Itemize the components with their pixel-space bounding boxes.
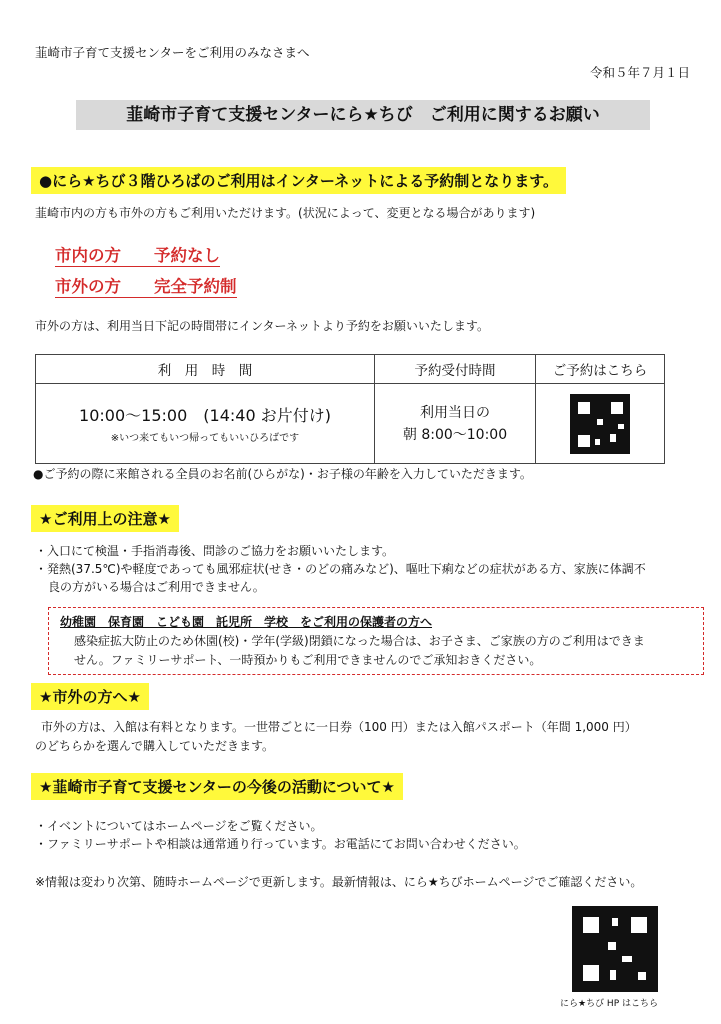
school-notice-title: 幼稚園 保育園 こども園 託児所 学校 をご利用の保護者の方へ xyxy=(60,615,433,629)
rule-outside-wrap xyxy=(55,273,237,297)
date: 令和５年７月１日 xyxy=(589,65,690,80)
homepage-qr-icon[interactable] xyxy=(572,906,658,992)
homepage-qr-caption: にら★ちび HP はこちら xyxy=(560,999,658,1009)
section1-heading: ●にら★ちび３階ひろばのご利用はインターネットによる予約制となります。 xyxy=(31,167,566,194)
caution-item-2-line1: ・発熱(37.5℃)や軽度であっても風邪症状(せき・のどの痛みなど)、嘔吐下痢などの症状がある方、家族に体調不 xyxy=(35,562,646,576)
activity-item-2: ・ファミリーサポートや相談は通常通り行っています。お電話にてお問い合わせください。 xyxy=(35,837,526,851)
hours-value: 10:00～15:00 (14:40 お片付け) xyxy=(79,406,331,425)
section1-intro: 韮崎市内の方も市外の方もご利用いただけます。(状況によって、変更となる場合があります) xyxy=(35,206,536,220)
section2-heading: ★ご利用上の注意★ xyxy=(31,505,179,532)
section1-heading-wrap xyxy=(31,167,566,194)
hours-cell xyxy=(36,384,375,464)
section2-heading-wrap xyxy=(31,505,179,532)
school-notice-line1: 感染症拡大防止のため休園(校)・学年(学級)閉鎖になった場合は、お子さま、ご家族の方のご利用はできま xyxy=(74,634,645,648)
reserve-qr-icon[interactable] xyxy=(570,394,630,454)
rule-city-wrap xyxy=(55,242,220,266)
activity-item-1: ・イベントについてはホームページをご覧ください。 xyxy=(35,819,323,833)
section1-note: 市外の方は、利用当日下記の時間帯にインターネットより予約をお願いいたします。 xyxy=(35,319,489,333)
reception-line2: 朝 8:00～10:00 xyxy=(402,426,508,443)
col-header-reserve: ご予約はこちら xyxy=(536,355,665,384)
caution-item-1: ・入口にて検温・手指消毒後、問診のご協力をお願いいたします。 xyxy=(35,544,395,558)
update-note: ※情報は変わり次第、随時ホームページで更新します。最新情報は、にら★ちびホームページでご確認ください。 xyxy=(35,875,643,889)
rule-city: 市内の方 予約なし xyxy=(55,246,220,265)
section1-footnote: ●ご予約の際に来館される全員のお名前(ひらがな)・お子様の年齢を入力していただきます。 xyxy=(33,467,532,481)
hours-note: ※いつ来てもいつ帰ってもいいひろばです xyxy=(110,433,300,444)
reception-line1: 利用当日の xyxy=(420,404,490,421)
outside-fee-line2: のどちらかを選んで購入していただきます。 xyxy=(35,739,275,753)
reserve-qr-cell[interactable] xyxy=(536,384,665,464)
reception-cell xyxy=(375,384,536,464)
outside-fee-line1: 市外の方は、入館は有料となります。一世帯ごとに一日券（100 円）または入館パスポート（年間 1,000 円） xyxy=(41,720,637,734)
col-header-hours: 利 用 時 間 xyxy=(36,355,375,384)
rule-outside: 市外の方 完全予約制 xyxy=(55,277,237,296)
section3-heading-wrap xyxy=(31,683,149,710)
section3-heading: ★市外の方へ★ xyxy=(31,683,149,710)
section4-heading-wrap xyxy=(31,773,403,800)
section4-heading: ★韮崎市子育て支援センターの今後の活動について★ xyxy=(31,773,403,800)
school-notice-line2: せん。ファミリーサポート、一時預かりもご利用できませんのでご承知おきください。 xyxy=(74,653,542,667)
reservation-table xyxy=(35,354,665,464)
caution-item-2-line2: 良の方がいる場合はご利用できません。 xyxy=(48,580,265,594)
col-header-reception: 予約受付時間 xyxy=(375,355,536,384)
page-title: 韮崎市子育て支援センターにら★ちび ご利用に関するお願い xyxy=(76,100,650,130)
greeting: 韮崎市子育て支援センターをご利用のみなさまへ xyxy=(35,45,310,60)
